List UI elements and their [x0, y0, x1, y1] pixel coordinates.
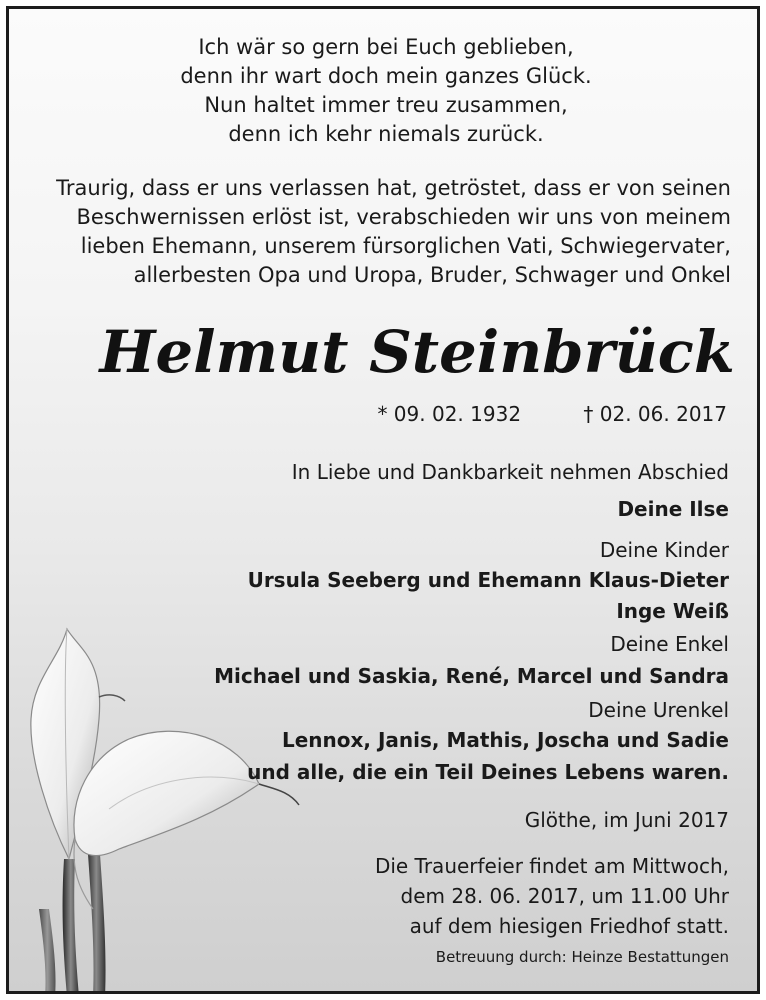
poem	[9, 33, 760, 149]
grandchildren-names: Michael und Saskia, René, Marcel und Sandra	[214, 664, 729, 688]
funeral-home: Betreuung durch: Heinze Bestattungen	[435, 948, 729, 966]
wife-name: Deine Ilse	[617, 497, 729, 521]
death-date: † 02. 06. 2017	[583, 402, 727, 426]
children-names: Inge Weiß	[616, 599, 729, 623]
birth-date: * 09. 02. 1932	[377, 402, 522, 426]
intro-line: Beschwernissen erlöst ist, verabschieden wir uns von meinem	[76, 205, 731, 229]
funeral-line: auf dem hiesigen Friedhof statt.	[409, 914, 729, 938]
funeral-line: Die Trauerfeier findet am Mittwoch,	[374, 854, 729, 878]
others-line: und alle, die ein Teil Deines Lebens waren.	[247, 760, 729, 784]
farewell-line: In Liebe und Dankbarkeit nehmen Abschied	[291, 460, 729, 484]
great-grandchildren-names: Lennox, Janis, Mathis, Joscha und Sadie	[281, 728, 729, 752]
grandchildren-label: Deine Enkel	[610, 632, 729, 656]
intro-text	[31, 174, 731, 290]
poem-line: Ich wär so gern bei Euch geblieben,	[198, 35, 574, 59]
place-date: Glöthe, im Juni 2017	[524, 808, 729, 832]
children-label: Deine Kinder	[599, 538, 729, 562]
poem-line: denn ich kehr niemals zurück.	[228, 122, 544, 146]
funeral-line: dem 28. 06. 2017, um 11.00 Uhr	[400, 884, 729, 908]
intro-line: allerbesten Opa und Uropa, Bruder, Schwager und Onkel	[133, 263, 731, 287]
children-names: Ursula Seeberg und Ehemann Klaus-Dieter	[247, 568, 729, 592]
deceased-name: Helmut Steinbrück	[99, 318, 735, 386]
poem-line: denn ihr wart doch mein ganzes Glück.	[180, 64, 592, 88]
great-grandchildren-label: Deine Urenkel	[588, 698, 729, 722]
poem-line: Nun haltet immer treu zusammen,	[204, 93, 568, 117]
life-dates	[377, 400, 727, 428]
obituary-notice	[6, 6, 760, 994]
intro-line: lieben Ehemann, unserem fürsorglichen Vati, Schwiegervater,	[80, 234, 731, 258]
intro-line: Traurig, dass er uns verlassen hat, getröstet, dass er von seinen	[56, 176, 731, 200]
